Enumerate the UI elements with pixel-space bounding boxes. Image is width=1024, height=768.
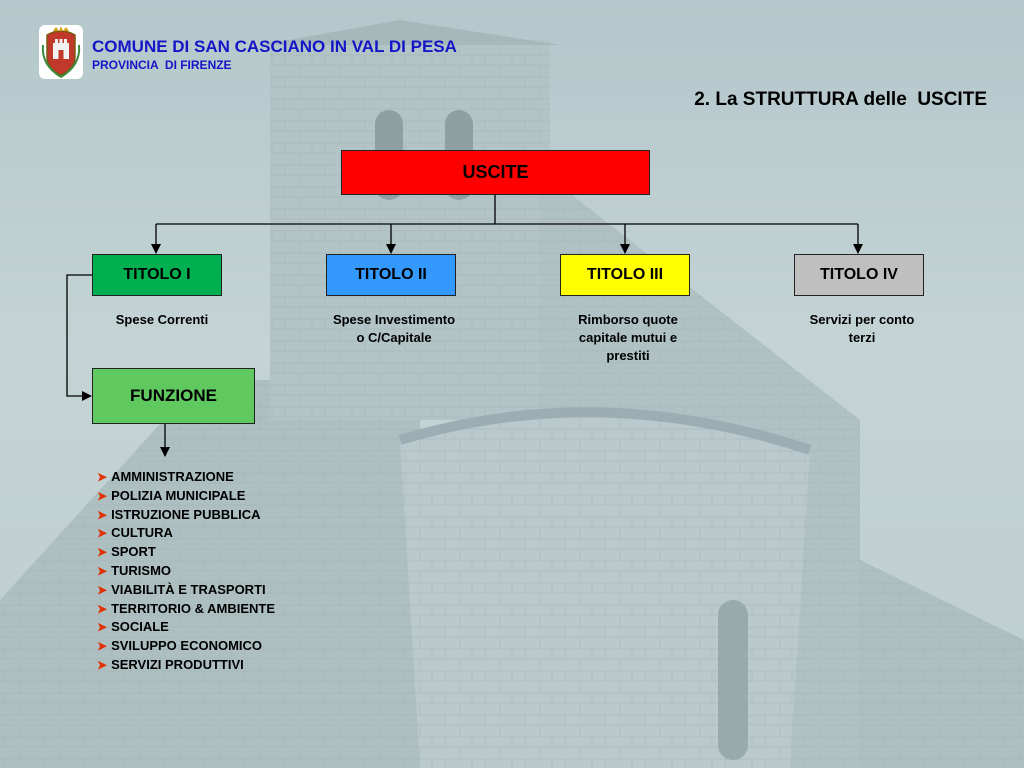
province-name: PROVINCIA DI FIRENZE: [92, 58, 232, 72]
titolo-1-label: TITOLO I: [123, 266, 191, 283]
arrow-bullet-icon: ➤: [97, 620, 108, 635]
list-item: ➤ VIABILITÀ E TRASPORTI: [97, 581, 266, 597]
arrow-bullet-icon: ➤: [97, 488, 108, 503]
arrow-bullet-icon: ➤: [97, 601, 108, 616]
titolo-3-label: TITOLO III: [586, 266, 664, 283]
titolo-4-caption-line: terzi: [848, 330, 876, 345]
arrow-bullet-icon: ➤: [97, 563, 108, 578]
arrow-bullet-icon: ➤: [97, 470, 108, 484]
titolo-2-caption: [316, 311, 472, 347]
titolo-3-caption-line: prestiti: [606, 348, 650, 363]
arrow-bullet-icon: ➤: [97, 526, 108, 541]
titolo-4-caption: [786, 311, 938, 347]
funzione-box: [92, 368, 255, 424]
titolo-3-box: [560, 254, 690, 296]
arrow-bullet-icon: ➤: [97, 657, 108, 672]
list-item: ➤ SOCIALE: [97, 619, 169, 635]
titolo-4-box: [794, 254, 924, 296]
titolo-2-box: [326, 254, 456, 296]
list-item: ➤ ISTRUZIONE PUBBLICA: [97, 506, 261, 522]
slide-title: 2. La STRUTTURA delle USCITE: [694, 89, 987, 110]
uscite-root-label: USCITE: [462, 162, 529, 182]
titolo-1-caption: [92, 311, 232, 329]
list-item: ➤ POLIZIA MUNICIPALE: [97, 487, 246, 503]
list-item: ➤ CULTURA: [97, 525, 173, 541]
list-item: ➤ AMMINISTRAZIONE: [97, 469, 234, 484]
titolo-4-caption-line: Servizi per conto: [809, 312, 915, 327]
municipality-name: COMUNE DI SAN CASCIANO IN VAL DI PESA: [92, 37, 457, 56]
arrow-bullet-icon: ➤: [97, 545, 108, 560]
funzione-label: FUNZIONE: [130, 386, 217, 405]
funzioni-list: [97, 468, 275, 675]
arrow-titolo-1-to-funzione: [67, 275, 92, 396]
list-item: ➤ SERVIZI PRODUTTIVI: [97, 656, 244, 672]
arrow-bullet-icon: ➤: [97, 582, 108, 597]
titolo-3-caption: [555, 311, 701, 365]
arrow-bullet-icon: ➤: [97, 639, 108, 654]
uscite-root-box: [341, 150, 650, 195]
titolo-2-caption-line: Spese Investimento: [332, 312, 456, 327]
titolo-1-box: [92, 254, 222, 296]
titolo-2-label: TITOLO II: [355, 266, 427, 283]
titolo-3-caption-line: Rimborso quote: [578, 312, 678, 327]
list-item: ➤ TURISMO: [97, 562, 172, 578]
list-item: ➤ SVILUPPO ECONOMICO: [97, 638, 263, 654]
titolo-4-label: TITOLO IV: [820, 266, 898, 283]
list-item: ➤ TERRITORIO & AMBIENTE: [97, 600, 276, 616]
arrow-bullet-icon: ➤: [97, 507, 108, 522]
titolo-1-caption-line: Spese Correnti: [115, 312, 209, 327]
titolo-2-caption-line: o C/Capitale: [356, 330, 432, 345]
list-item: ➤ SPORT: [97, 544, 156, 560]
titolo-3-caption-line: capitale mutui e: [578, 330, 678, 345]
